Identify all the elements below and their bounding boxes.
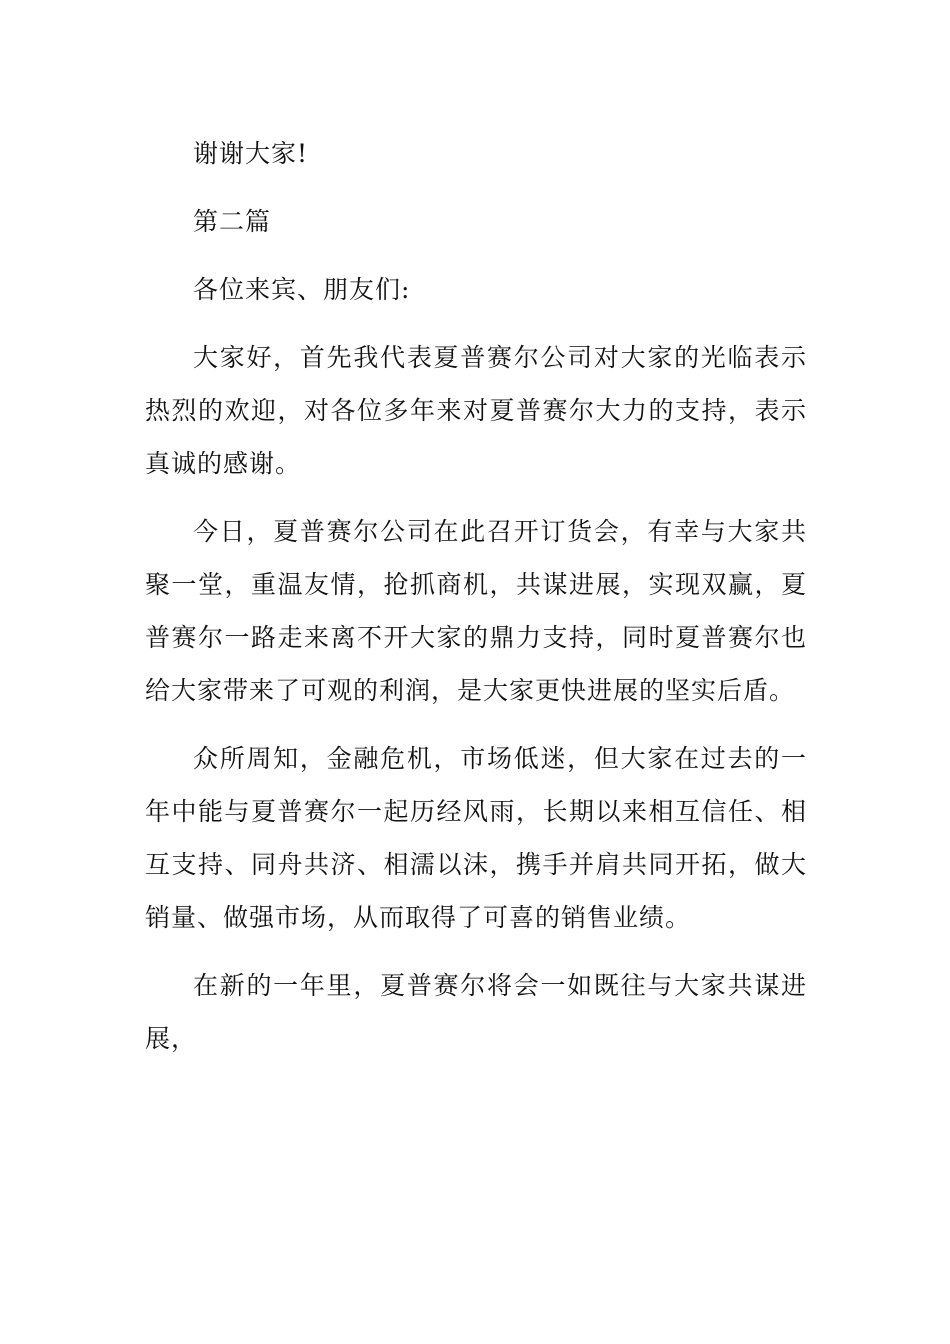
meeting-paragraph: 今日，夏普赛尔公司在此召开订货会，有幸与大家共聚一堂，重温友情，抢抓商机，共谋进展，实现双赢，夏普赛尔一路走来离不开大家的鼎力支持，同时夏普赛尔也给大家带来了可观的利润，是大家更快进展的坚实后盾。 (145, 517, 807, 705)
new-year-paragraph: 在新的一年里，夏普赛尔将会一如既往与大家共谋进展， (145, 971, 807, 1053)
salutation-paragraph: 各位来宾、朋友们: (193, 275, 411, 304)
achievement-paragraph: 众所周知，金融危机，市场低迷，但大家在过去的一年中能与夏普赛尔一起历经风雨，长期以来相互信任、相互支持、同舟共济、相濡以沫，携手并肩共同开拓，做大销量、做强市场，从而取得了可喜的销售业绩。 (145, 744, 807, 932)
document-body (145, 127, 807, 1080)
section-heading: 第二篇 (193, 207, 272, 236)
closing-thanks-paragraph: 谢谢大家! (193, 139, 309, 168)
welcome-paragraph: 大家好，首先我代表夏普赛尔公司对大家的光临表示热烈的欢迎，对各位多年来对夏普赛尔大力的支持，表示真诚的感谢。 (145, 343, 807, 478)
